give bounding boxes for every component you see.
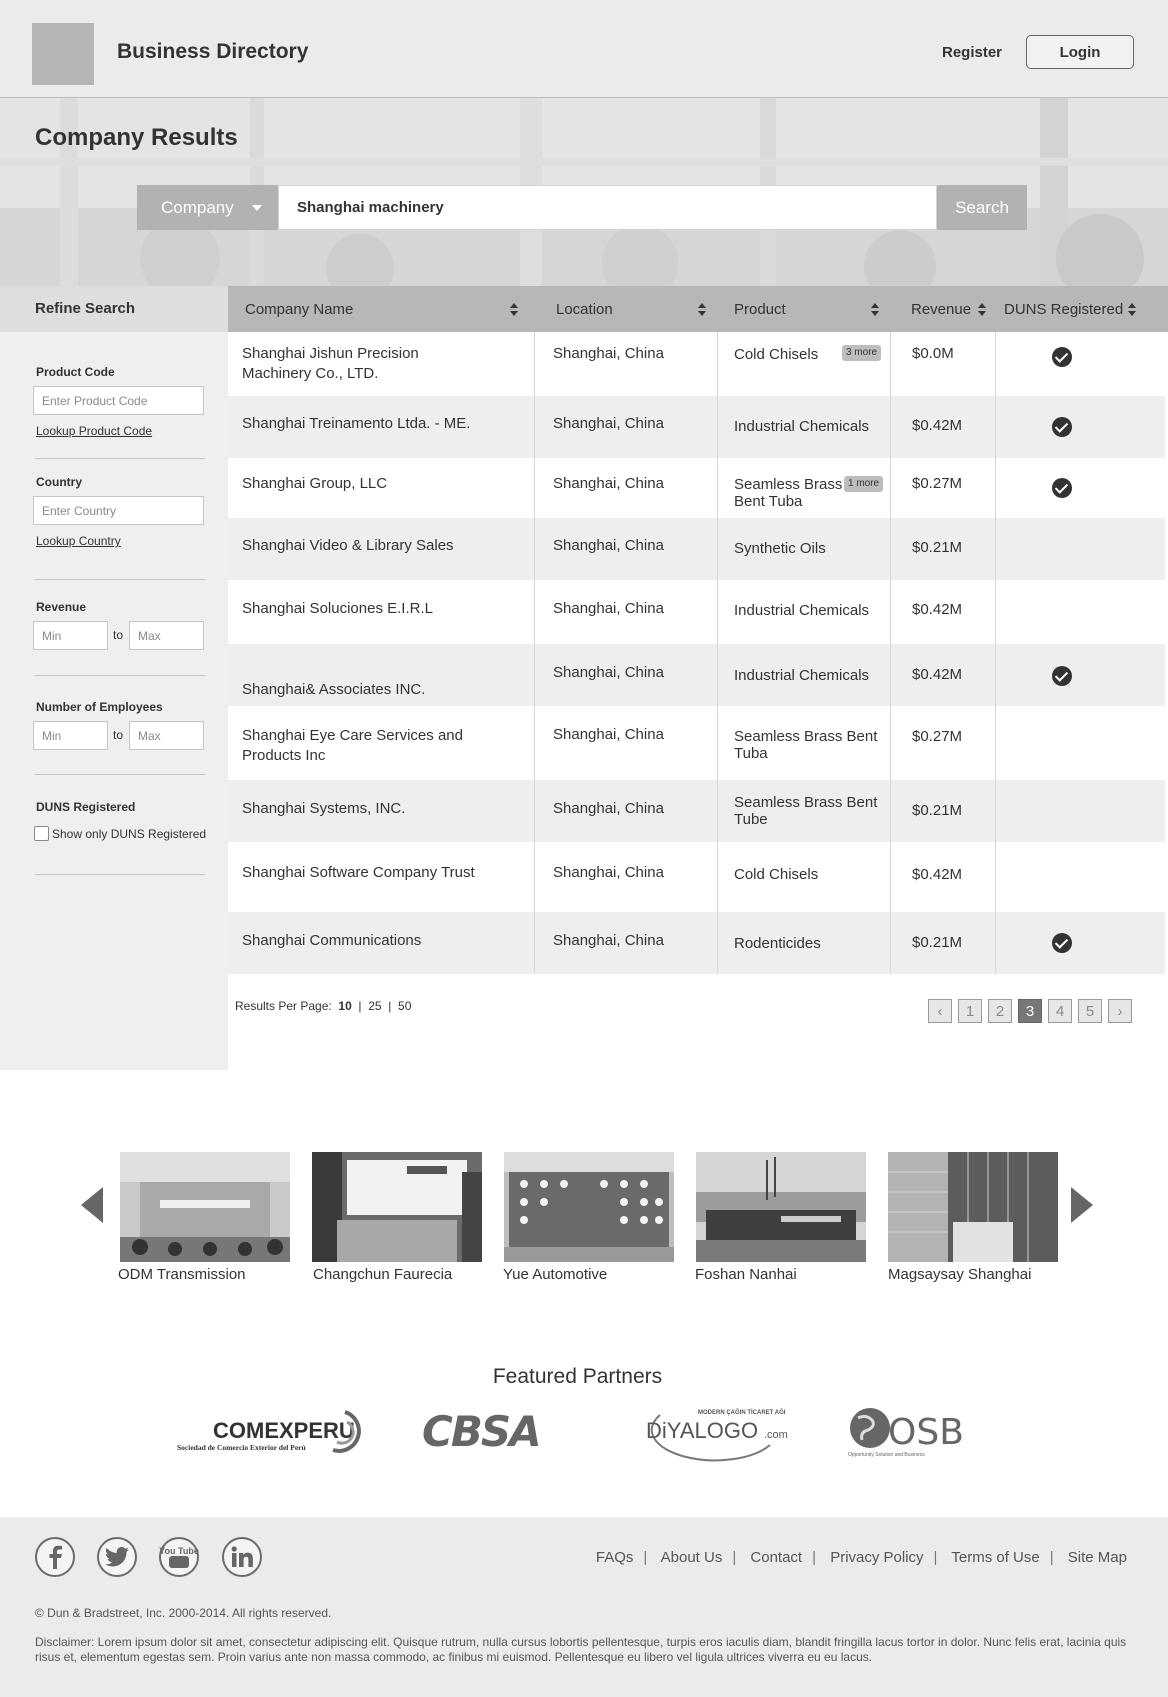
register-link[interactable]: Register [942,44,1003,61]
product-cell: Cold Chisels [734,866,819,883]
chevron-right-icon[interactable]: › [1108,999,1132,1023]
table-row[interactable] [228,332,1165,396]
carousel-caption[interactable]: Foshan Nanhai [695,1266,797,1283]
product-cell: Industrial Chemicals [734,602,870,619]
table-row[interactable] [228,842,1165,912]
separator: | [933,1549,938,1566]
company-photo[interactable] [504,1152,674,1262]
partner-logo-text: COMEXPERU [213,1418,355,1443]
employees-min-input[interactable]: Min [33,721,108,750]
location-cell: Shanghai, China [553,864,664,881]
footer-link-faqs[interactable]: FAQs [595,1549,634,1566]
divider [35,675,205,676]
product-cell: Seamless Brass Bent Tuba [734,728,878,762]
revenue-cell: $0.21M [912,934,963,951]
footer-links [596,1549,1127,1566]
location-cell: Shanghai, China [553,932,664,949]
company-photo[interactable] [696,1152,866,1262]
country-input[interactable]: Enter Country [33,496,204,525]
lookup-product-code-link[interactable]: Lookup Product Code [36,424,153,438]
company-photo[interactable] [120,1152,290,1262]
carousel-caption[interactable]: Magsaysay Shanghai [888,1266,1032,1283]
top-bar [0,0,1168,98]
divider [35,774,205,775]
featured-partners-title: Featured Partners [492,1365,663,1388]
location-cell: Shanghai, China [553,537,664,554]
page-title: Company Results [35,124,238,151]
company-photo-image [888,1152,1058,1262]
per-page-option[interactable]: 50 [398,999,412,1013]
column-header-product[interactable]: Product [734,301,786,318]
revenue-cell: $0.21M [912,539,963,556]
divider [35,874,205,875]
caret-down-icon [252,205,262,211]
table-row[interactable] [228,458,1165,518]
revenue-max-input[interactable]: Max [129,621,204,650]
revenue-cell: $0.27M [912,475,963,492]
sidebar-title: Refine Search [0,286,228,332]
product-cell: Industrial Chemicals [734,418,870,435]
more-products-badge[interactable]: 3 more [842,345,881,361]
more-products-badge[interactable]: 1 more [844,476,883,492]
employees-max-input[interactable]: Max [129,721,204,750]
revenue-min-input[interactable]: Min [33,621,108,650]
footer-link-terms-of-use[interactable]: Terms of Use [951,1549,1040,1566]
table-row[interactable] [228,912,1165,974]
lookup-country-link[interactable]: Lookup Country [36,534,121,548]
copyright-text: © Dun & Bradstreet, Inc. 2000-2014. All rights reserved. [35,1606,332,1620]
partner-logo-osb[interactable] [840,1400,964,1460]
chevron-left-icon[interactable]: ‹ [928,999,952,1023]
range-to-label: to [113,628,124,642]
company-name-link[interactable]: Shanghai& Associates INC. [242,681,426,698]
revenue-cell: $0.42M [912,866,963,883]
partner-logo-tagline: MODERN ÇAĞIN TİCARET AĞI [698,1410,786,1416]
column-divider [534,332,535,974]
facebook-glyph [45,1545,65,1569]
search-button[interactable]: Search [937,185,1027,230]
column-header-revenue[interactable]: Revenue [911,301,972,318]
partner-logo-text: OSB [888,1412,964,1453]
page-button-current[interactable]: 3 [1018,999,1042,1023]
revenue-label: Revenue [36,600,87,614]
search-type-label: Company [161,197,234,217]
table-row[interactable] [228,780,1165,842]
product-cell: Cold Chisels [734,346,819,363]
company-name-link[interactable]: Shanghai Systems, INC. [242,800,406,817]
search-input[interactable]: Shanghai machinery [278,185,937,230]
results-per-page-label: Results Per Page: [235,999,332,1013]
employees-label: Number of Employees [36,700,163,714]
sort-icon[interactable] [510,303,519,317]
column-header-duns-registered[interactable]: DUNS Registered [1004,301,1124,318]
youtube-icon[interactable] [159,1537,199,1577]
carousel-caption[interactable]: Changchun Faurecia [313,1266,453,1283]
company-name-link[interactable]: Shanghai Software Company Trust [242,864,475,881]
revenue-cell: $0.42M [912,417,963,434]
country-label: Country [36,475,82,489]
column-header-location[interactable]: Location [556,301,613,318]
product-code-input[interactable]: Enter Product Code [33,386,204,415]
sort-icon[interactable] [698,303,707,317]
linkedin-glyph [231,1546,253,1568]
duns-checkbox-label[interactable]: Show only DUNS Registered [52,827,207,841]
revenue-cell: $0.21M [912,802,963,819]
company-name-link[interactable]: Shanghai Soluciones E.I.R.L [242,600,433,617]
separator: | [643,1549,648,1566]
footer-link-privacy-policy[interactable]: Privacy Policy [830,1549,924,1566]
carousel-caption[interactable]: ODM Transmission [118,1266,246,1283]
login-button[interactable]: Login [1026,35,1134,69]
youtube-glyph [159,1544,199,1570]
duns-check-icon [1052,933,1072,953]
results-per-page: Results Per Page: 10 | 25 | 50 [235,999,412,1013]
partner-logo-diyalogo[interactable] [640,1400,800,1460]
disclaimer-text: Disclaimer: Lorem ipsum dolor sit amet, consectetur adipiscing elit. Quisque rutrum, nulla cursus lobortis pellentesque, turpis eros iaculis diam, blandit fringilla lacus tortor in dolor. Nunc felis erat, lacinia quis risus et, elementum egestas sem. Proin varius ante non massa commodo, ac finibus mi euismod. Pellentesque eu libero vel ligula ultrices viverra eu eu lacus. [35,1635,1127,1664]
carousel-next-icon[interactable] [1071,1187,1093,1223]
column-divider [995,332,996,974]
duns-check-icon [1052,417,1072,437]
partner-logo-suffix: .com [764,1429,788,1441]
search-type-dropdown[interactable] [137,185,278,230]
footer-link-about-us[interactable]: About Us [660,1549,723,1566]
revenue-cell: $0.0M [912,345,954,362]
company-name-link[interactable]: Shanghai Communications [242,932,422,949]
separator: | [732,1549,737,1566]
site-title[interactable]: Business Directory [117,40,309,63]
footer-link-contact[interactable]: Contact [750,1549,803,1566]
sort-icon[interactable] [1128,303,1137,317]
column-divider [717,332,718,974]
page-button[interactable]: 1 [958,999,982,1023]
carousel-prev-icon[interactable] [81,1187,103,1223]
table-row[interactable] [228,396,1165,458]
duns-filter-label: DUNS Registered [36,800,136,814]
company-photo[interactable] [888,1152,1058,1262]
location-cell: Shanghai, China [553,800,664,817]
company-name-link[interactable]: Shanghai Video & Library Sales [242,537,454,554]
partner-logo-cbsa[interactable] [420,1400,600,1460]
partner-logo-comexperu[interactable] [175,1400,375,1460]
logo-placeholder[interactable] [32,23,94,85]
twitter-glyph [105,1547,129,1567]
location-cell: Shanghai, China [553,415,664,432]
per-page-option[interactable]: 10 [338,999,352,1013]
duns-checkbox[interactable] [34,826,49,841]
range-to-label: to [113,728,124,742]
company-photo-image [312,1152,482,1262]
youtube-text: You Tube [159,1546,199,1556]
per-page-option[interactable]: 25 [368,999,382,1013]
revenue-cell: $0.42M [912,666,963,683]
carousel-caption[interactable]: Yue Automotive [503,1266,608,1283]
revenue-cell: $0.42M [912,601,963,618]
table-row[interactable] [228,518,1165,580]
company-photo-image [120,1152,290,1262]
revenue-cell: $0.27M [912,728,963,745]
sort-icon[interactable] [871,303,880,317]
duns-check-icon [1052,347,1072,367]
company-photo-image [504,1152,674,1262]
site-footer [0,1517,1168,1697]
product-cell: Industrial Chemicals [734,667,870,684]
product-cell: Seamless Brass Bent Tube [734,794,878,828]
location-cell: Shanghai, China [553,475,664,492]
location-cell: Shanghai, China [553,600,664,617]
hero-banner [0,98,1168,286]
product-cell: Rodenticides [734,935,821,952]
footer-link-site-map[interactable]: Site Map [1067,1549,1127,1566]
results-table-header [228,286,1168,332]
product-code-label: Product Code [36,365,115,379]
linkedin-icon[interactable] [222,1537,262,1577]
location-cell: Shanghai, China [553,664,664,681]
product-cell: Synthetic Oils [734,540,826,557]
table-row[interactable] [228,706,1165,780]
company-name-link[interactable]: Shanghai Eye Care Services and Products Inc [242,727,463,764]
company-photo[interactable] [312,1152,482,1262]
page-button[interactable]: 5 [1078,999,1102,1023]
sort-icon[interactable] [978,303,987,317]
divider [35,579,205,580]
refine-search-sidebar [0,286,228,1070]
company-photo-image [696,1152,866,1262]
divider [35,458,205,459]
duns-check-icon [1052,666,1072,686]
table-row[interactable] [228,644,1165,706]
location-cell: Shanghai, China [553,345,664,362]
page-button[interactable]: 4 [1048,999,1072,1023]
product-cell: Seamless Brass Bent Tuba [734,476,843,510]
partner-logo-tagline: Opportunity Solution and Business [848,1452,925,1458]
separator: | [812,1549,817,1566]
duns-check-icon [1052,478,1072,498]
company-name-link[interactable]: Shanghai Treinamento Ltda. - ME. [242,415,471,432]
partner-logo-tagline: Sociedad de Comercio Exterior del Perú [177,1443,306,1452]
separator: | [1049,1549,1054,1566]
column-divider [890,332,891,974]
twitter-icon[interactable] [97,1537,137,1577]
column-header-company-name[interactable]: Company Name [245,301,354,318]
facebook-icon[interactable] [35,1537,75,1577]
partner-logo-text: CBSA [422,1407,540,1456]
table-row[interactable] [228,580,1165,644]
partner-logo-text: DiYALOGO [646,1418,759,1443]
location-cell: Shanghai, China [553,726,664,743]
page-button[interactable]: 2 [988,999,1012,1023]
company-name-link[interactable]: Shanghai Group, LLC [242,475,388,492]
company-name-link[interactable]: Shanghai Jishun Precision Machinery Co., LTD. [242,345,419,382]
